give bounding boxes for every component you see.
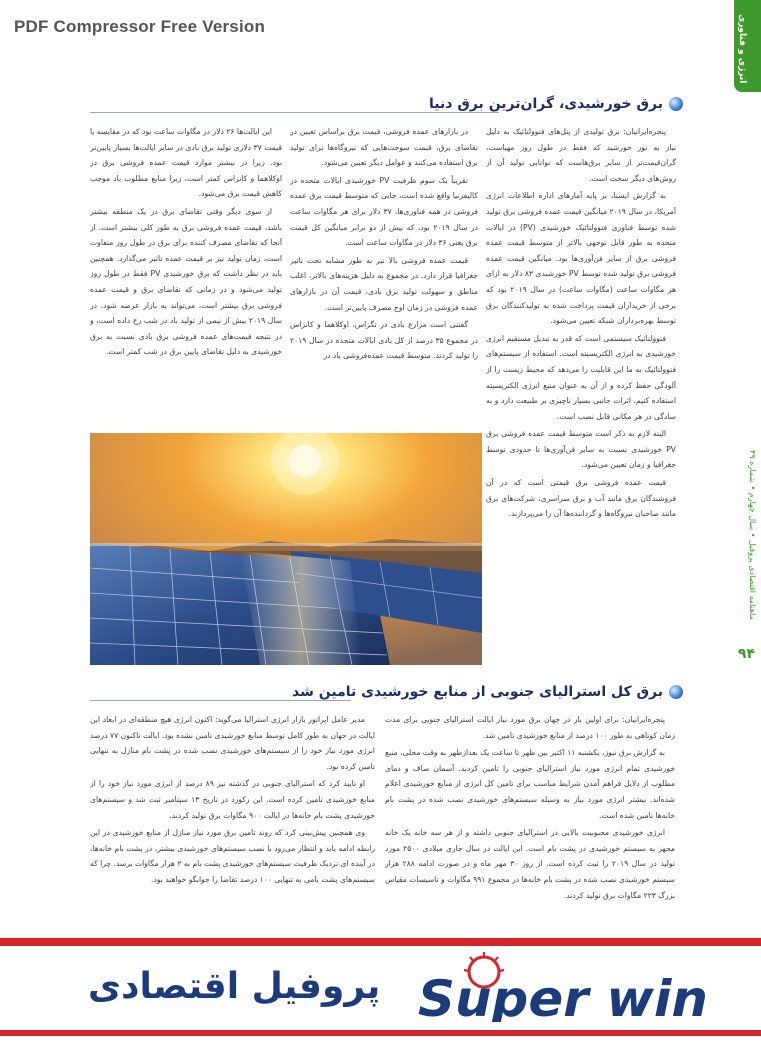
paragraph: پنجره‌ایرانیان: برای اولین بار در جهان برق مورد نیاز ایالت استرالیای جنوبی برای مدت زمان کوتاهی به طور ۱۰۰ درصد از منابع خورشیدی تامین شد. bbox=[385, 715, 675, 740]
paragraph: او تایید کرد که استرالیای جنوبی در گذشته نیز ۸۹ درصد از انرژی مورد نیاز خود را از منابع خورشیدی تامین کرده است. این رکورد در تاریخ ۱۳ سپتامبر ثبت شد و سیستم‌های خورشیدی پشت بام خانه‌ها در ایالت ۹۰۰ مگاوات برق تولید کردند. bbox=[90, 779, 375, 820]
paragraph: قیمت عمده فروشی برق قیمتی است که در آن فروشندگان برق مانند آب و برق سراسری، شرکت‌های برق مانند صاحبان نیروگاه‌ها و گرداننده‌ها آن را می‌پردازند. bbox=[486, 478, 676, 519]
paragraph: مدیر عامل اپراتور بازار انرژی استرالیا می‌گوید: اکنون انرژی هیچ منطقه‌ای در ابعاد این ایالت در جهان به طور کامل توسط منابع خورشیدی تامین نشده بود. ایالت تاکنون ۷۷ درصد انرژی مورد نیاز خود را از سیستم‌های خورشیدی نصب شده در پشت بام منازل به تنهایی تامین کرده بود. bbox=[90, 715, 375, 771]
section-tab bbox=[734, 0, 761, 92]
paragraph: البته لازم به ذکر است متوسط قیمت عمده فروشی برق PV خورشیدی نسبت به سایر فن‌آوری‌ها تا حدودی توسط جغرافیا و زمان تعیین می‌شود. bbox=[486, 429, 676, 470]
paragraph: انرژی خورشیدی محبوبیت بالایی در استرالیای جنوبی داشته و از هر سه خانه یک خانه مجهز به سیستم خورشیدی در پشت بام است. این ایالت در سال جاری میلادی ۲۵۰۰ مورد تولید در سال ۲۰۱۹ را ثبت کرده است. از روز ۳۰ مهر ماه و در صورت ادامه ۲۸۸ هزار سیستم خورشیدی نصب شده در پشت بام خانه‌ها در مجموع ۹۹۱ مگاوات و تاسیسات مقیاس بزرگ ۲۲۳ مگاوات برق تولید کردند. bbox=[385, 828, 675, 900]
footer-top-stripe bbox=[0, 938, 761, 946]
paragraph: قیمت عمده فروشی بالا نیز به طور مشابه تحت تاثیر جغرافیا قرار دارد. در مجموع به دلیل هزینه‌های بالاتر، اغلب مناطق و سهولت تولید برق بادی، قیمت آن در بازارهای عمده فروشی در زمان اوج مصرف پایین‌تر است. bbox=[290, 255, 478, 312]
paragraph: وی همچنین پیش‌بینی کرد که روند تامین برق مورد نیاز منازل از منابع خورشیدی در این رابطه ادامه یابد و انتظار می‌رود با نصب سیستم‌های خورشیدی بیشتر، در پشت بام خانه‌ها، در آینده ای نزدیک ظرفیت سیستم‌های خورشیدی پشت بام به ۲ هزار مگاوات برسد. چرا که سیستم‌های پشت بامی به تنهایی ۱۰۰ درصد تقاضا را جوابگو خواهند بود. bbox=[90, 828, 375, 884]
paragraph: تقریباً یک سوم ظرفیت PV خورشیدی ایالات متحده در کالیفرنیا واقع شده است، جایی که متوسط قیمت برق عمده فروشی در همه فناوری‌ها، ۳۷ دلار برای هر مگاوات ساعت در سال ۲۰۱۹ بود، که بیش از دو برابر میانگین کل قیمت برق یعنی ۳۶ دلار در مگاوات ساعت است. bbox=[290, 175, 478, 248]
page-number: ۹۴ bbox=[737, 646, 755, 662]
paragraph: به گزارش ایسنا، بر پایه آمارهای اداره اطلاعات انرژی آمریکا، در سال ۲۰۱۹ میانگین قیمت عمده فروشی برق تولید شده توسط فناوری فتوولتائیک خورشیدی (PV) در ایالات متحده به طور قابل توجهی بالاتر از متوسط قیمت عمده فروشی برق از سایر فن‌آوری‌ها بود. میانگین قیمت عمده فروشی برق تولید شده توسط PV خورشیدی ۸۳ دلار به ازای هر مگاوات ساعت (مگاوات ساعت) در سال ۲۰۱۹ بود که برخی از خریداران قیمت پرداخت شده به تولیدکنندگان برق توسط بهره‌برداران شبکه تعیین می‌شود. bbox=[486, 191, 676, 326]
article2-column-right bbox=[385, 712, 675, 924]
profile-eqtesadi-text: پروفیل اقتصادی bbox=[88, 966, 381, 1007]
paragraph: این ایالت‌ها ۲۶ دلار در مگاوات ساعت بود که در مقایسه با قیمت ۳۷ دلاری تولید برق بادی در سایر ایالت‌ها بسیار پایین‌تر بود. زیرا در بیشتر موارد قیمت عمده فروشی برق در اوکلاهما و کانزاس کمتر است، زیرا منابع مطلوب باد موجب کاهش قیمت برق می‌شود. bbox=[90, 127, 282, 199]
paragraph: پنجره‌ایرانیان: برق تولیدی از پنل‌های فتوولتائیک به دلیل نیاز به نور خورشید که فقط در طول روز مهیاست، گران‌قیمت‌تر از سایر برق‌هاست که توانایی تولید آن از روش‌های دیگر سخت است. bbox=[486, 127, 676, 183]
watermark: PDF Compressor Free Version bbox=[14, 17, 266, 36]
article2-headline bbox=[292, 684, 683, 700]
headline-bullet-icon bbox=[669, 685, 683, 699]
headline-bullet-icon bbox=[669, 97, 683, 111]
headline-rule bbox=[90, 700, 351, 701]
logo-text: Super win bbox=[418, 970, 708, 1022]
article1-column-left bbox=[90, 124, 282, 424]
article2-column-left bbox=[90, 712, 375, 924]
solar-panels-photo bbox=[90, 433, 482, 665]
article1-title: برق خورشیدی، گران‌ترین برق دنیا bbox=[429, 96, 663, 112]
paragraph: گفتنی است مزارع بادی در تگزاس، اوکلاهما و کانزاس در مجموع ۳۵ درصد از کل بادی ایالات متحده در سال ۲۰۱۹ را تولید کردند. متوسط قیمت عمده‌فروشی باد در bbox=[290, 320, 478, 361]
paragraph: در بازارهای عمده فروشی، قیمت برق براساس تعیین در تقاضای برق، قیمت سوخت‌هایی که نیروگاه‌ها برای تولید برق استفاده می‌کنند و عوامل دیگر تعیین می‌شود. bbox=[290, 127, 478, 168]
headline-rule bbox=[90, 112, 499, 113]
paragraph: فتوولتائیک سیستمی است که قدر به تبدیل مستقیم انرژی خورشیدی به انرژی الکتریسیته است. استفاده از سیستم‌های فتوولتائیک به ما این قابلیت را می‌دهد که محیط زیست را از آلودگی حفظ کرده و از آن به عنوان منبع انرژی الکتریسیته استفاده کنیم. اثرات جانبی بسیار ناچیزی بر طبیعت دارد و به سادگی در هر مکانی قابل نصب است. bbox=[486, 333, 676, 421]
section-tab-label: انرژی و فناوری bbox=[737, 14, 747, 84]
superwin-logo bbox=[418, 950, 713, 1022]
paragraph: به گزارش برق نیوز، یکشنبه ۱۱ اکتبر بین ظهر تا ساعت یک بعدازظهر به وقت محلی، منبع خورشیدی تمام انرژی مورد نیاز استرالیای جنوبی را تامین کردند. آسمان صاف و دمای مطلوب از دلایل فراهم آمدن شرایط مناسب برای تامین کل انرژی از منابع خورشیدی اعلام شده‌اند. بیشتر انرژی مورد نیاز به وسیله سیستم‌های خورشیدی نصب شده در پشت بام خانه‌ها تامین شده است. bbox=[385, 748, 675, 820]
article1-column-right bbox=[486, 124, 676, 664]
article1-headline bbox=[429, 96, 683, 112]
magazine-issue-strip: ماهنامه اقتصادی پروفیل • سال چهارم • شماره ۴۹ bbox=[748, 450, 757, 620]
footer-bottom-stripe bbox=[0, 1030, 761, 1036]
article1-column-middle bbox=[290, 124, 478, 424]
paragraph: از سوی دیگر وقتی تقاضای برق در یک منطقه بیشتر باشد، قیمت عمده فروشی برق به طور کلی بیشتر است. از آنجا که تقاضای مصرف کننده برای برق در طول روز متفاوت است، زمان تولید نیز بر قیمت عمده تاثیر می‌گذارد. همچنین باید در نظر داشت که برق خورشیدی PV فقط در طول روز تولید می‌شود و در زمانی که تقاضای برق و قیمت عمده فروشی برق بیشتر است، می‌تواند به بازار عرضه شود. در سال ۲۰۱۹ بیش از نیمی از تولید باد در شب رخ داده است، و در نتیجه قیمت‌های عمده فروشی برق بادی نسبت به برق خورشیدی به دلیل تقاضای پایین برق در شب کمتر است. bbox=[90, 206, 282, 357]
article2-title: برق کل استرالیای جنوبی از منابع خورشیدی تامین شد bbox=[292, 684, 663, 700]
